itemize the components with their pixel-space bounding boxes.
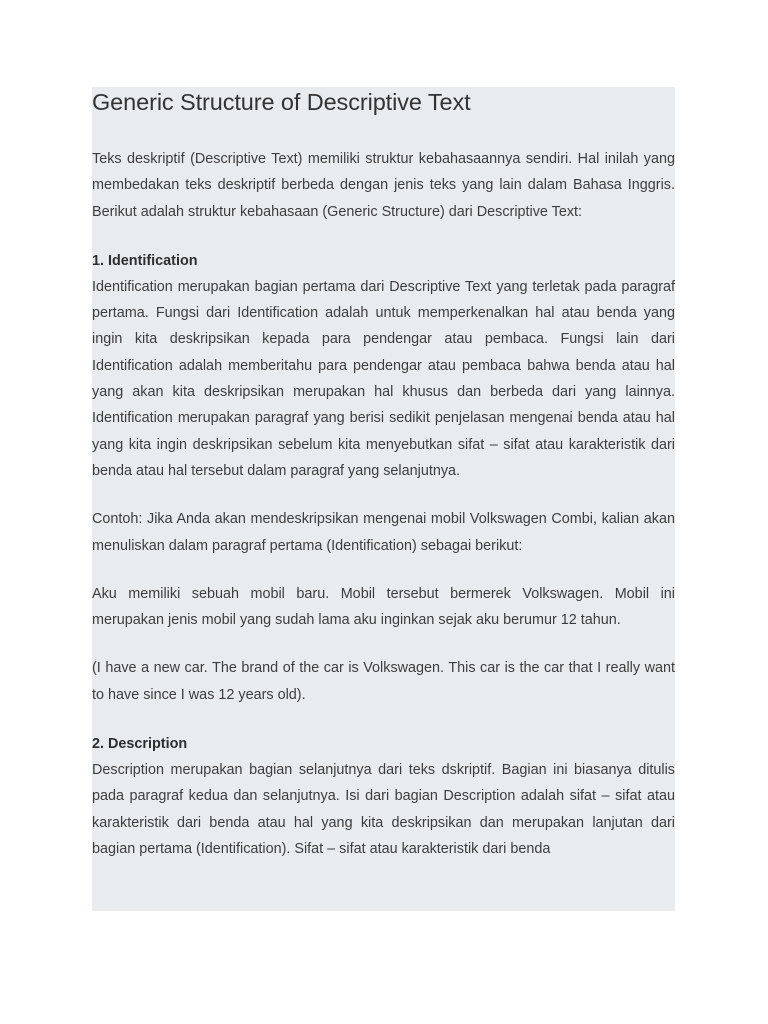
section-heading-description: 2. Description (92, 736, 188, 753)
section-heading-identification: 1. Identification (92, 252, 198, 269)
example-intro-paragraph: Contoh: Jika Anda akan mendeskripsikan mengenai mobil Volkswagen Combi, kalian akan menuliskan dalam paragraf pertama (Identification) sebagai berikut: (92, 511, 675, 554)
intro-paragraph: Teks deskriptif (Descriptive Text) memiliki struktur kebahasaannya sendiri. Hal inilah yang membedakan teks deskriptif berbeda dengan jenis teks yang lain dalam Bahasa Inggris. Berikut adalah struktur kebahasaan (Generic Structure) dari Descriptive Text: (92, 151, 675, 220)
example-translation-paragraph: (I have a new car. The brand of the car is Volkswagen. This car is the car that I really want to have since I was 12 years old). (92, 660, 675, 703)
description-paragraph: Description merupakan bagian selanjutnya dari teks dskriptif. Bagian ini biasanya ditulis pada paragraf kedua dan selanjutnya. Isi dari bagian Description adalah sifat – sifat atau karakteristik dari benda atau hal yang kita deskripsikan dan merupakan lanjutan dari bagian pertama (Identification). Sifat – sifat atau karakteristik dari benda (92, 762, 675, 857)
example-paragraph: Aku memiliki sebuah mobil baru. Mobil tersebut bermerek Volkswagen. Mobil ini merupakan jenis mobil yang sudah lama aku inginkan sejak aku berumur 12 tahun. (92, 585, 675, 629)
identification-paragraph: Identification merupakan bagian pertama dari Descriptive Text yang terletak pada paragraf pertama. Fungsi dari Identification adalah untuk memperkenalkan hal atau benda yang ingin kita deskripsikan kepada para pendengar atau pembaca. Fungsi lain dari Identification adalah memberitahu para pendengar atau pembaca bahwa benda atau hal yang akan kita deskripsikan merupakan hal khusus dan berbeda dari yang lainnya. Identification merupakan paragraf yang berisi sedikit penjelasan mengenai benda atau hal yang kita ingin deskripsikan sebelum kita menyebutkan sifat – sifat atau karakteristik dari benda atau hal tersebut dalam paragraf yang selanjutnya. (92, 278, 675, 479)
page-title: Generic Structure of Descriptive Text (92, 89, 471, 115)
document-content (92, 87, 675, 911)
